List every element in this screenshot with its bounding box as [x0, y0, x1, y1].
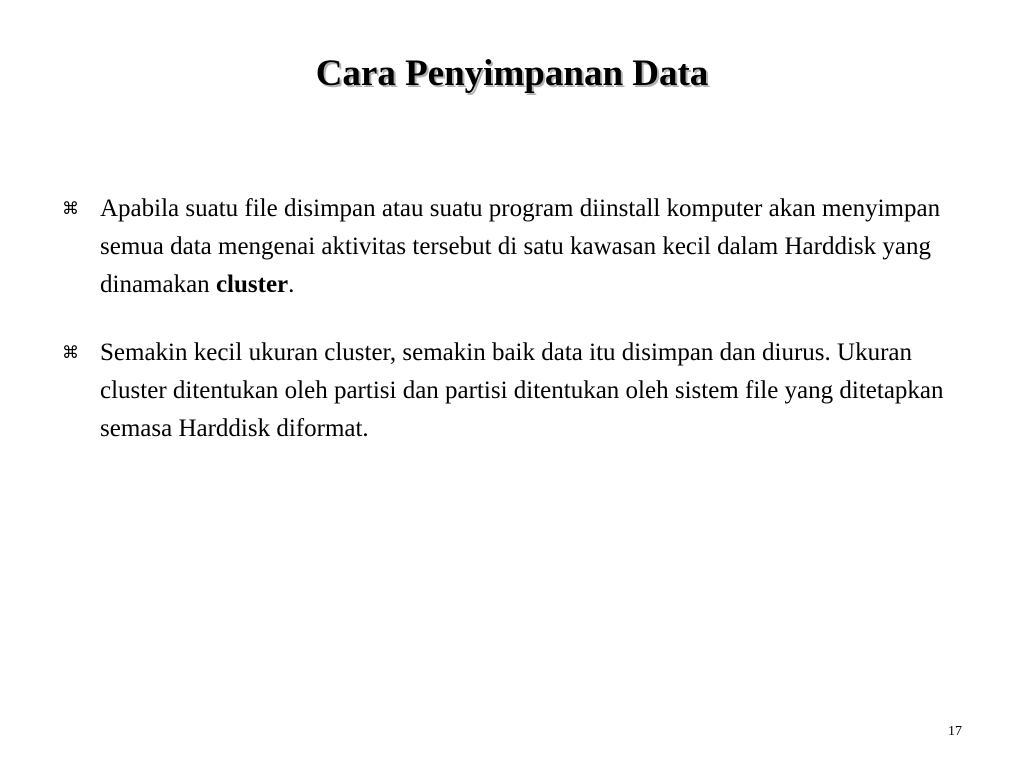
- bullet-text: Semakin kecil ukuran cluster, semakin baik data itu disimpan dan diurus. Ukuran cluster ditentukan oleh partisi dan partisi ditentukan oleh sistem file yang ditetapkan semasa Harddisk diformat.: [100, 339, 944, 442]
- command-key-icon: ⌘: [62, 199, 79, 218]
- bullet-item-cluster-size: [62, 334, 962, 448]
- command-key-icon: ⌘: [62, 343, 79, 362]
- bullet-emphasis: cluster: [215, 271, 289, 298]
- bullet-text: Apabila suatu file disimpan atau suatu program diinstall komputer akan menyimpan semua data mengenai aktivitas tersebut di satu kawasan kecil dalam Harddisk yang dinamakan: [100, 195, 941, 298]
- slide-title: Cara Penyimpanan Data: [315, 53, 709, 94]
- bullet-item-cluster-definition: [62, 190, 962, 304]
- page-number: 17: [948, 724, 962, 739]
- bullet-text-end: .: [288, 271, 295, 298]
- bullet-list: [62, 190, 962, 478]
